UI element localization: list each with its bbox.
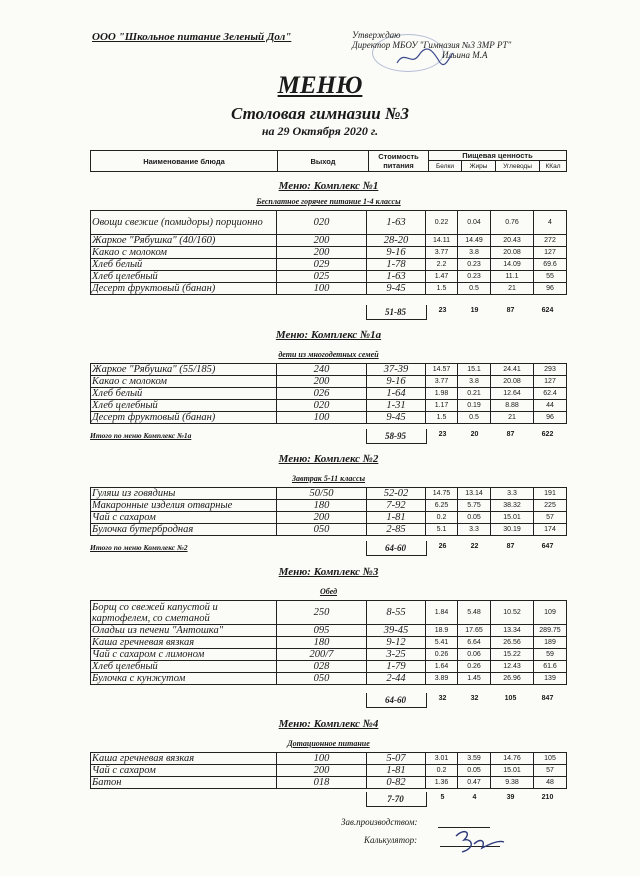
dish-fats: 0.23 bbox=[458, 259, 491, 271]
total-kcal: 210 bbox=[541, 794, 554, 801]
dish-carbs: 0.76 bbox=[491, 211, 534, 235]
section-total bbox=[90, 793, 567, 805]
dish-output: 100 bbox=[277, 753, 367, 765]
total-kcal: 624 bbox=[541, 307, 554, 314]
dish-price: 28-20 bbox=[367, 235, 426, 247]
dish-name: Батон bbox=[91, 777, 277, 789]
dish-output: 250 bbox=[277, 601, 367, 625]
dish-name: Каша гречневая вязкая bbox=[91, 637, 277, 649]
dish-kcal: 189 bbox=[534, 637, 567, 649]
dish-kcal: 105 bbox=[534, 753, 567, 765]
dish-price: 1-81 bbox=[367, 765, 426, 777]
dish-output: 026 bbox=[277, 388, 367, 400]
dish-carbs: 10.52 bbox=[491, 601, 534, 625]
total-price: 64-60 bbox=[385, 543, 406, 553]
total-fats: 19 bbox=[470, 307, 479, 314]
section-subtitle: Завтрак 5-11 классы bbox=[291, 474, 366, 483]
dish-name: Жаркое "Рябушка" (40/160) bbox=[91, 235, 277, 247]
dish-price: 1-31 bbox=[367, 400, 426, 412]
dish-price: 1-78 bbox=[367, 259, 426, 271]
dish-fats: 0.23 bbox=[458, 271, 491, 283]
dish-proteins: 1.84 bbox=[426, 601, 458, 625]
section-total bbox=[90, 694, 567, 706]
signature-icon bbox=[395, 47, 455, 69]
total-fats: 4 bbox=[472, 794, 477, 801]
dish-proteins: 6.25 bbox=[426, 500, 458, 512]
dish-carbs: 21 bbox=[491, 283, 534, 295]
dish-fats: 0.05 bbox=[458, 765, 491, 777]
dish-fats: 0.5 bbox=[458, 412, 491, 424]
dish-name: Борщ со свежей капустой и картофелем, со сметаной bbox=[91, 601, 277, 625]
section-title: Меню: Комплекс №2 bbox=[278, 453, 379, 465]
table-row bbox=[91, 283, 567, 295]
table-row bbox=[91, 376, 567, 388]
dish-name: Хлеб белый bbox=[91, 259, 277, 271]
dish-kcal: 191 bbox=[534, 488, 567, 500]
dish-fats: 5.75 bbox=[458, 500, 491, 512]
dish-fats: 6.64 bbox=[458, 637, 491, 649]
dish-output: 018 bbox=[277, 777, 367, 789]
table-row bbox=[91, 211, 567, 235]
dish-output: 200 bbox=[277, 247, 367, 259]
dish-output: 50/50 bbox=[277, 488, 367, 500]
total-carbs: 87 bbox=[506, 543, 515, 550]
dish-output: 050 bbox=[277, 524, 367, 536]
dish-output: 240 bbox=[277, 364, 367, 376]
dish-name: Жаркое "Рябушка" (55/185) bbox=[91, 364, 277, 376]
dish-output: 200 bbox=[277, 765, 367, 777]
dish-output: 020 bbox=[277, 211, 367, 235]
dish-carbs: 13.34 bbox=[491, 625, 534, 637]
dish-proteins: 1.64 bbox=[426, 661, 458, 673]
dish-output: 028 bbox=[277, 661, 367, 673]
dish-price: 8-55 bbox=[367, 601, 426, 625]
dish-kcal: 96 bbox=[534, 283, 567, 295]
signature-icon bbox=[450, 826, 508, 860]
table-row bbox=[91, 271, 567, 283]
total-price: 51-85 bbox=[385, 307, 406, 317]
dish-kcal: 272 bbox=[534, 235, 567, 247]
dish-proteins: 14.75 bbox=[426, 488, 458, 500]
dish-kcal: 293 bbox=[534, 364, 567, 376]
dish-price: 7-92 bbox=[367, 500, 426, 512]
dish-fats: 0.06 bbox=[458, 649, 491, 661]
dish-carbs: 11.1 bbox=[491, 271, 534, 283]
dish-kcal: 48 bbox=[534, 777, 567, 789]
dish-kcal: 174 bbox=[534, 524, 567, 536]
dish-fats: 0.19 bbox=[458, 400, 491, 412]
section-title: Меню: Комплекс №4 bbox=[278, 718, 379, 730]
dish-carbs: 12.43 bbox=[491, 661, 534, 673]
table-row bbox=[91, 625, 567, 637]
dish-price: 1-64 bbox=[367, 388, 426, 400]
col-proteins: Белки bbox=[429, 161, 462, 172]
dish-kcal: 127 bbox=[534, 376, 567, 388]
table-row bbox=[91, 412, 567, 424]
dish-carbs: 15.01 bbox=[491, 512, 534, 524]
dish-fats: 0.26 bbox=[458, 661, 491, 673]
dish-proteins: 14.11 bbox=[426, 235, 458, 247]
column-header bbox=[90, 150, 567, 172]
dish-output: 200 bbox=[277, 512, 367, 524]
dish-carbs: 21 bbox=[491, 412, 534, 424]
dish-proteins: 14.57 bbox=[426, 364, 458, 376]
menu-table bbox=[90, 210, 567, 295]
dish-proteins: 0.2 bbox=[426, 512, 458, 524]
dish-output: 180 bbox=[277, 500, 367, 512]
dish-kcal: 139 bbox=[534, 673, 567, 685]
dish-fats: 15.1 bbox=[458, 364, 491, 376]
dish-name: Булочка бутербродная bbox=[91, 524, 277, 536]
dish-carbs: 24.41 bbox=[491, 364, 534, 376]
dish-name: Десерт фруктовый (банан) bbox=[91, 283, 277, 295]
dish-price: 9-16 bbox=[367, 247, 426, 259]
col-fats: Жиры bbox=[462, 161, 496, 172]
dish-kcal: 57 bbox=[534, 765, 567, 777]
table-row bbox=[91, 512, 567, 524]
table-row bbox=[91, 601, 567, 625]
dish-name: Каша гречневая вязкая bbox=[91, 753, 277, 765]
dish-kcal: 59 bbox=[534, 649, 567, 661]
dish-price: 0-82 bbox=[367, 777, 426, 789]
total-proteins: 5 bbox=[440, 794, 445, 801]
total-label: Итого по меню Комплекс №2 bbox=[90, 543, 188, 552]
dish-price: 37-39 bbox=[367, 364, 426, 376]
dish-price: 39-45 bbox=[367, 625, 426, 637]
dish-proteins: 0.22 bbox=[426, 211, 458, 235]
dish-fats: 3.8 bbox=[458, 376, 491, 388]
col-output: Выход bbox=[278, 151, 369, 172]
total-kcal: 622 bbox=[541, 431, 554, 438]
dish-carbs: 38.32 bbox=[491, 500, 534, 512]
dish-name: Десерт фруктовый (банан) bbox=[91, 412, 277, 424]
table-row bbox=[91, 235, 567, 247]
dish-name: Овощи свежие (помидоры) порционно bbox=[91, 211, 277, 235]
total-fats: 32 bbox=[470, 695, 479, 702]
dish-carbs: 8.88 bbox=[491, 400, 534, 412]
col-name: Наименование блюда bbox=[91, 151, 278, 172]
dish-output: 025 bbox=[277, 271, 367, 283]
table-row bbox=[91, 364, 567, 376]
dish-name: Хлеб целебный bbox=[91, 400, 277, 412]
dish-kcal: 44 bbox=[534, 400, 567, 412]
dish-proteins: 0.2 bbox=[426, 765, 458, 777]
dish-proteins: 0.26 bbox=[426, 649, 458, 661]
dish-proteins: 3.77 bbox=[426, 376, 458, 388]
total-kcal: 847 bbox=[541, 695, 554, 702]
dish-proteins: 1.36 bbox=[426, 777, 458, 789]
dish-kcal: 55 bbox=[534, 271, 567, 283]
section-total bbox=[90, 542, 567, 554]
total-carbs: 87 bbox=[506, 307, 515, 314]
dish-output: 095 bbox=[277, 625, 367, 637]
dish-fats: 0.5 bbox=[458, 283, 491, 295]
col-nutrition: Пищевая ценность bbox=[429, 151, 567, 161]
table-row bbox=[91, 488, 567, 500]
col-price: Стоимость питания bbox=[369, 151, 429, 172]
menu-date: на 29 Октября 2020 г. bbox=[261, 124, 379, 138]
dish-fats: 14.49 bbox=[458, 235, 491, 247]
dish-carbs: 26.56 bbox=[491, 637, 534, 649]
dish-proteins: 1.5 bbox=[426, 412, 458, 424]
dish-proteins: 1.17 bbox=[426, 400, 458, 412]
dish-fats: 0.21 bbox=[458, 388, 491, 400]
dish-name: Булочка с кунжутом bbox=[91, 673, 277, 685]
dish-proteins: 3.89 bbox=[426, 673, 458, 685]
total-proteins: 23 bbox=[438, 431, 447, 438]
dish-carbs: 20.08 bbox=[491, 376, 534, 388]
table-row bbox=[91, 388, 567, 400]
table-row bbox=[91, 765, 567, 777]
dish-fats: 13.14 bbox=[458, 488, 491, 500]
dish-price: 1-63 bbox=[367, 211, 426, 235]
dish-output: 100 bbox=[277, 412, 367, 424]
dish-fats: 17.65 bbox=[458, 625, 491, 637]
dish-output: 100 bbox=[277, 283, 367, 295]
dish-price: 9-12 bbox=[367, 637, 426, 649]
section-title: Меню: Комплекс №3 bbox=[278, 566, 379, 578]
dish-carbs: 26.96 bbox=[491, 673, 534, 685]
section-total bbox=[90, 430, 567, 442]
dish-proteins: 1.98 bbox=[426, 388, 458, 400]
dish-fats: 3.59 bbox=[458, 753, 491, 765]
dish-price: 2-85 bbox=[367, 524, 426, 536]
dish-carbs: 20.08 bbox=[491, 247, 534, 259]
table-row bbox=[91, 524, 567, 536]
dish-proteins: 2.2 bbox=[426, 259, 458, 271]
dish-price: 1-63 bbox=[367, 271, 426, 283]
approval-line: Ильина М.А bbox=[442, 50, 488, 60]
total-price: 58-95 bbox=[385, 431, 406, 441]
approval-line: Утверждаю bbox=[352, 30, 401, 40]
total-price: 7-70 bbox=[387, 794, 404, 804]
dish-name: Хлеб целебный bbox=[91, 661, 277, 673]
total-proteins: 23 bbox=[438, 307, 447, 314]
dish-name: Какао с молоком bbox=[91, 376, 277, 388]
dish-price: 52-02 bbox=[367, 488, 426, 500]
menu-table bbox=[90, 487, 567, 536]
dish-carbs: 15.22 bbox=[491, 649, 534, 661]
dish-output: 029 bbox=[277, 259, 367, 271]
organization-name: ООО "Школьное питание Зеленый Дол" bbox=[92, 31, 292, 43]
total-fats: 22 bbox=[470, 543, 479, 550]
section-subtitle: Обед bbox=[319, 587, 338, 596]
table-row bbox=[91, 259, 567, 271]
dish-output: 200 bbox=[277, 235, 367, 247]
total-carbs: 105 bbox=[504, 695, 517, 702]
dish-kcal: 62.4 bbox=[534, 388, 567, 400]
dish-proteins: 5.1 bbox=[426, 524, 458, 536]
dish-fats: 0.05 bbox=[458, 512, 491, 524]
total-fats: 20 bbox=[470, 431, 479, 438]
dish-fats: 0.47 bbox=[458, 777, 491, 789]
dish-name: Оладьи из печени "Антошка" bbox=[91, 625, 277, 637]
page-title: МЕНЮ bbox=[277, 72, 363, 99]
dish-carbs: 12.64 bbox=[491, 388, 534, 400]
section-title: Меню: Комплекс №1 bbox=[278, 180, 379, 192]
dish-kcal: 69.6 bbox=[534, 259, 567, 271]
table-row bbox=[91, 661, 567, 673]
dish-proteins: 1.47 bbox=[426, 271, 458, 283]
dish-price: 1-79 bbox=[367, 661, 426, 673]
total-proteins: 32 bbox=[438, 695, 447, 702]
dish-kcal: 225 bbox=[534, 500, 567, 512]
dish-name: Чай с сахаром с лимоном bbox=[91, 649, 277, 661]
dish-output: 020 bbox=[277, 400, 367, 412]
dish-carbs: 14.76 bbox=[491, 753, 534, 765]
dish-price: 9-45 bbox=[367, 283, 426, 295]
dish-proteins: 3.01 bbox=[426, 753, 458, 765]
total-label: Итого по меню Комплекс №1а bbox=[90, 431, 192, 440]
approval-line: Директор МБОУ "Гимназия №3 ЗМР РТ" bbox=[352, 40, 512, 50]
total-proteins: 26 bbox=[438, 543, 447, 550]
col-carbs: Углеводы bbox=[496, 161, 540, 172]
table-row bbox=[91, 400, 567, 412]
dish-name: Гуляш из говядины bbox=[91, 488, 277, 500]
dish-price: 2-44 bbox=[367, 673, 426, 685]
dish-fats: 5.48 bbox=[458, 601, 491, 625]
dish-carbs: 30.19 bbox=[491, 524, 534, 536]
dish-kcal: 289.75 bbox=[534, 625, 567, 637]
dish-fats: 3.8 bbox=[458, 247, 491, 259]
dish-carbs: 15.01 bbox=[491, 765, 534, 777]
total-kcal: 647 bbox=[541, 543, 554, 550]
table-row bbox=[91, 649, 567, 661]
dish-proteins: 18.9 bbox=[426, 625, 458, 637]
dish-output: 200 bbox=[277, 376, 367, 388]
section-subtitle: Дотационное питание bbox=[287, 739, 370, 748]
production-head-label: Зав.производством: bbox=[341, 817, 418, 827]
dish-carbs: 9.38 bbox=[491, 777, 534, 789]
dish-output: 050 bbox=[277, 673, 367, 685]
dish-price: 1-81 bbox=[367, 512, 426, 524]
dish-name: Чай с сахаром bbox=[91, 512, 277, 524]
dish-kcal: 61.6 bbox=[534, 661, 567, 673]
dish-kcal: 109 bbox=[534, 601, 567, 625]
dish-output: 200/7 bbox=[277, 649, 367, 661]
table-row bbox=[91, 500, 567, 512]
dish-price: 9-45 bbox=[367, 412, 426, 424]
section-subtitle: дети из многодетных семей bbox=[278, 350, 379, 359]
total-price: 64-60 bbox=[385, 695, 406, 705]
col-kcal: ККал bbox=[540, 161, 567, 172]
dish-fats: 0.04 bbox=[458, 211, 491, 235]
dish-name: Хлеб белый bbox=[91, 388, 277, 400]
menu-table bbox=[90, 752, 567, 789]
menu-table bbox=[90, 363, 567, 424]
dish-proteins: 1.5 bbox=[426, 283, 458, 295]
dish-kcal: 4 bbox=[534, 211, 567, 235]
dish-carbs: 14.09 bbox=[491, 259, 534, 271]
page-subtitle: Столовая гимназии №3 bbox=[230, 104, 410, 123]
dish-carbs: 20.43 bbox=[491, 235, 534, 247]
menu-table bbox=[90, 600, 567, 685]
dish-proteins: 3.77 bbox=[426, 247, 458, 259]
total-carbs: 39 bbox=[506, 794, 515, 801]
dish-output: 180 bbox=[277, 637, 367, 649]
dish-name: Хлеб целебный bbox=[91, 271, 277, 283]
total-carbs: 87 bbox=[506, 431, 515, 438]
table-row bbox=[91, 753, 567, 765]
table-row bbox=[91, 637, 567, 649]
dish-fats: 3.3 bbox=[458, 524, 491, 536]
dish-price: 9-16 bbox=[367, 376, 426, 388]
dish-proteins: 5.41 bbox=[426, 637, 458, 649]
dish-name: Какао с молоком bbox=[91, 247, 277, 259]
dish-name: Макаронные изделия отварные bbox=[91, 500, 277, 512]
section-subtitle: Бесплатное горячее питание 1-4 классы bbox=[256, 197, 401, 206]
dish-kcal: 96 bbox=[534, 412, 567, 424]
table-row bbox=[91, 777, 567, 789]
dish-kcal: 127 bbox=[534, 247, 567, 259]
dish-price: 3-25 bbox=[367, 649, 426, 661]
dish-carbs: 3.3 bbox=[491, 488, 534, 500]
dish-price: 5-07 bbox=[367, 753, 426, 765]
dish-fats: 1.45 bbox=[458, 673, 491, 685]
dish-name: Чай с сахаром bbox=[91, 765, 277, 777]
section-title: Меню: Комплекс №1а bbox=[275, 329, 382, 341]
table-row bbox=[91, 247, 567, 259]
calculator-label: Калькулятор: bbox=[364, 835, 418, 845]
dish-kcal: 57 bbox=[534, 512, 567, 524]
table-row bbox=[91, 673, 567, 685]
section-total bbox=[90, 306, 567, 318]
